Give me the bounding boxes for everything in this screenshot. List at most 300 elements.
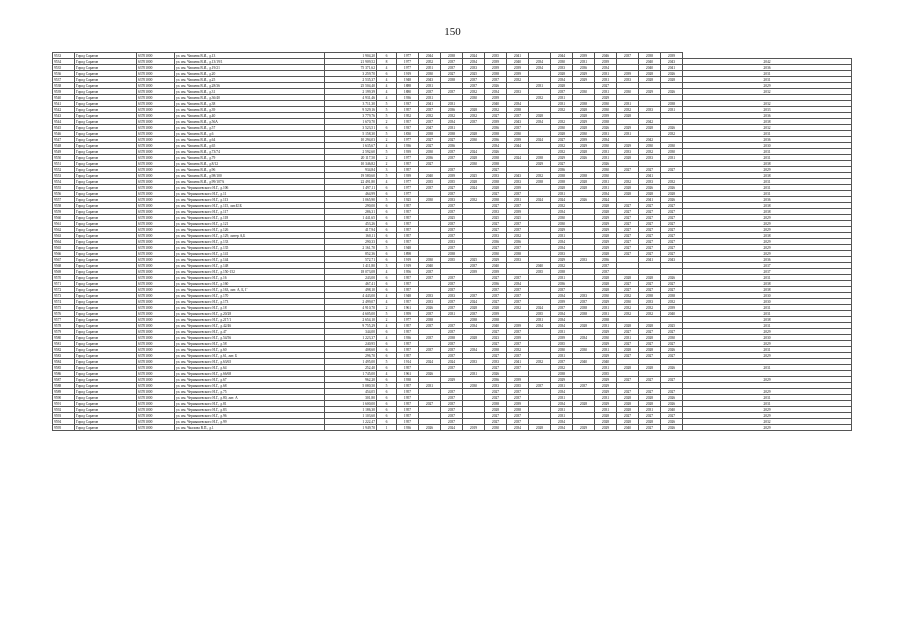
table-cell: 2028 xyxy=(573,401,595,407)
table-cell: 2037 xyxy=(441,155,463,161)
table-cell: 2027 xyxy=(617,245,639,251)
table-cell: 2029 xyxy=(595,227,617,233)
table-cell: 1948 xyxy=(397,293,419,299)
table-cell: 2027 xyxy=(639,281,661,287)
table-cell: ул. им. Чернышевского Н.Г., д.64 xyxy=(175,365,325,371)
table-cell: 2037 xyxy=(507,413,529,419)
table-cell: 2037 xyxy=(573,299,595,305)
table-cell: 2037 xyxy=(441,353,463,359)
table-cell: 2034 xyxy=(551,401,573,407)
table-cell: 9577 xyxy=(53,317,75,323)
table-cell: 2027 xyxy=(617,167,639,173)
table-cell: 63701000 xyxy=(137,119,175,125)
table-cell: ул. им. Чапаева В.И., д.36/40 xyxy=(175,95,325,101)
table-cell: 2029 xyxy=(683,425,852,431)
table-cell: 9571 xyxy=(53,281,75,287)
table-cell: 1957 xyxy=(397,215,419,221)
table-cell: 2037 xyxy=(419,347,441,353)
table-cell: 2027 xyxy=(419,401,441,407)
table-cell: 2025 xyxy=(441,215,463,221)
table-cell: 2047 xyxy=(419,125,441,131)
table-cell: 2026 xyxy=(661,185,683,191)
table-cell: 2037 xyxy=(485,287,507,293)
table-cell: 2027 xyxy=(595,83,617,89)
table-cell: 290,33 xyxy=(325,239,377,245)
table-cell: 2034 xyxy=(551,323,573,329)
table-cell: 2038 xyxy=(419,131,441,137)
table-cell: 6 xyxy=(377,347,397,353)
table-cell: ул. им. Чернышевского Н.Г., д.60 xyxy=(175,347,325,353)
table-cell: 20 117,50 xyxy=(325,155,377,161)
table-cell: 2029 xyxy=(595,215,617,221)
table-cell: 2025 xyxy=(485,215,507,221)
table-cell: 1957 xyxy=(397,209,419,215)
table-cell: 2032 xyxy=(529,95,551,101)
table-cell: 1914 xyxy=(397,359,419,365)
table-cell: 2034 xyxy=(551,239,573,245)
table-cell: Город Саратов xyxy=(75,293,137,299)
table-cell: 2035 xyxy=(419,179,441,185)
table-cell: 63701000 xyxy=(137,323,175,329)
table-cell: ул. им. Чернышевского Н.Г., д.16 xyxy=(175,275,325,281)
table-cell: 2031 xyxy=(595,365,617,371)
table-cell: 9545 xyxy=(53,125,75,131)
table-cell: 2028 xyxy=(661,191,683,197)
table-cell: 2038 xyxy=(573,173,595,179)
table-cell: 2028 xyxy=(617,407,639,413)
table-cell: 63701000 xyxy=(137,413,175,419)
table-cell: 2034 xyxy=(595,65,617,71)
table-cell: 4 xyxy=(377,179,397,185)
table-cell: 2036 xyxy=(573,65,595,71)
table-cell: 2028 xyxy=(551,83,573,89)
table-cell: 2028 xyxy=(617,401,639,407)
table-cell: 2026 xyxy=(661,365,683,371)
table-cell: 2034 xyxy=(551,389,573,395)
table-cell: 2041 xyxy=(661,65,683,71)
table-cell: Город Саратов xyxy=(75,377,137,383)
table-cell: 2031 xyxy=(595,311,617,317)
table-cell: 2037 xyxy=(419,275,441,281)
table-cell: 2026 xyxy=(573,155,595,161)
table-cell: 2037 xyxy=(441,221,463,227)
table-cell: Город Саратов xyxy=(75,191,137,197)
table-cell: 1 222,47 xyxy=(325,419,377,425)
table-cell: 22 491,80 xyxy=(325,179,377,185)
table-cell: 1957 xyxy=(397,119,419,125)
table-cell: 5 xyxy=(377,359,397,365)
table-cell: 4 xyxy=(377,269,397,275)
table-cell: 2026 xyxy=(661,401,683,407)
table-cell: 2027 xyxy=(485,329,507,335)
table-cell: 6 xyxy=(377,281,397,287)
table-cell: 2037 xyxy=(507,419,529,425)
table-cell: 2027 xyxy=(661,245,683,251)
table-cell: Город Саратов xyxy=(75,341,137,347)
table-cell: ул. им. Чернышевского Н.Г., д.54/56 xyxy=(175,335,325,341)
table-cell: 9568 xyxy=(53,263,75,269)
table-cell: 2039 xyxy=(507,137,529,143)
table-cell: 2041 xyxy=(507,53,529,59)
table-cell: ул. им. Чернышевского Н.Г., д.42/46 xyxy=(175,323,325,329)
table-cell: 1957 xyxy=(397,227,419,233)
table-cell: 2031 xyxy=(683,149,852,155)
table-cell: 2032 xyxy=(463,89,485,95)
table-cell: 2034 xyxy=(529,59,551,65)
table-cell: 2027 xyxy=(485,221,507,227)
table-cell: 63701000 xyxy=(137,275,175,281)
table-cell: Город Саратов xyxy=(75,425,137,431)
table-cell: 5 080,50 xyxy=(325,383,377,389)
table-cell: 6 xyxy=(377,53,397,59)
table-cell: 2036 xyxy=(485,239,507,245)
table-cell: 2034 xyxy=(485,143,507,149)
table-cell: 63701000 xyxy=(137,407,175,413)
table-cell: 1977 xyxy=(397,317,419,323)
table-cell: 2039 xyxy=(485,311,507,317)
table-cell: 2030 xyxy=(419,149,441,155)
table-cell: 6 xyxy=(377,71,397,77)
table-cell: Город Саратов xyxy=(75,245,137,251)
table-cell: 9572 xyxy=(53,287,75,293)
table-cell: 2030 xyxy=(595,293,617,299)
table-cell: 2032 xyxy=(617,179,639,185)
table-cell: ул. им. Чернышевского Н.Г., д.160 xyxy=(175,281,325,287)
table-cell: 2028 xyxy=(529,113,551,119)
table-cell: 2037 xyxy=(441,395,463,401)
table-cell: 4 910,70 xyxy=(325,305,377,311)
table-cell: 2027 xyxy=(661,167,683,173)
table-cell: 1 497,11 xyxy=(325,185,377,191)
table-cell: 2042 xyxy=(639,137,661,143)
table-cell: 2031 xyxy=(683,323,852,329)
table-cell: 2039 xyxy=(595,113,617,119)
table-cell: 2037 xyxy=(507,395,529,401)
table-cell: 2027 xyxy=(661,227,683,233)
table-cell: 2034 xyxy=(551,209,573,215)
table-cell: 2034 xyxy=(485,89,507,95)
table-cell: 2027 xyxy=(639,167,661,173)
table-cell: 63701000 xyxy=(137,83,175,89)
table-cell: 2027 xyxy=(485,275,507,281)
table-cell: 2029 xyxy=(595,239,617,245)
table-cell: 2031 xyxy=(463,371,485,377)
table-cell: 1957 xyxy=(397,221,419,227)
table-cell: 2029 xyxy=(573,77,595,83)
table-cell: 2036 xyxy=(595,257,617,263)
table-cell: 2031 xyxy=(683,71,852,77)
table-cell: Город Саратов xyxy=(75,419,137,425)
table-cell: 2030 xyxy=(419,71,441,77)
table-cell: 2031 xyxy=(595,305,617,311)
table-cell: Город Саратов xyxy=(75,287,137,293)
table-cell: 2033 xyxy=(441,239,463,245)
table-cell: Город Саратов xyxy=(75,95,137,101)
table-cell: Город Саратов xyxy=(75,221,137,227)
table-cell: 6 xyxy=(377,227,397,233)
table-cell: 2038 xyxy=(485,197,507,203)
table-cell: 2029 xyxy=(573,119,595,125)
table-cell: 2028 xyxy=(573,113,595,119)
table-cell: 2027 xyxy=(661,377,683,383)
table-cell: 1938 xyxy=(397,377,419,383)
table-cell: 2031 xyxy=(595,395,617,401)
table-cell: 2037 xyxy=(507,353,529,359)
table-cell: ул. им. Чапаева В.И., д.28/36 xyxy=(175,83,325,89)
table-cell: 2031 xyxy=(683,395,852,401)
table-cell: 6 xyxy=(377,203,397,209)
table-cell: 63701000 xyxy=(137,209,175,215)
table-cell: 2026 xyxy=(573,197,595,203)
table-cell: 9588 xyxy=(53,383,75,389)
table-cell: 2030 xyxy=(419,197,441,203)
table-cell: 5 xyxy=(377,131,397,137)
table-cell: 2023 xyxy=(485,335,507,341)
table-cell: 63701000 xyxy=(137,191,175,197)
table-cell: 2 199,39 xyxy=(325,89,377,95)
table-cell: 2029 xyxy=(595,383,617,389)
table-cell: 9549 xyxy=(53,149,75,155)
table-cell: 1961 xyxy=(397,371,419,377)
table-cell: 2041 xyxy=(507,359,529,365)
table-cell: 2027 xyxy=(639,341,661,347)
table-cell: ул. им. Чернышевского Н.Г., д.18 xyxy=(175,305,325,311)
table-cell: 1936 xyxy=(397,425,419,431)
table-cell: 2031 xyxy=(551,413,573,419)
table-cell: 2037 xyxy=(441,191,463,197)
table-cell: 63701000 xyxy=(137,89,175,95)
table-cell: 1898 xyxy=(397,251,419,257)
table-cell: 2026 xyxy=(661,419,683,425)
table-cell: 2027 xyxy=(485,395,507,401)
table-cell: 2039 xyxy=(507,65,529,71)
table-cell: Город Саратов xyxy=(75,149,137,155)
table-cell: 2038 xyxy=(441,77,463,83)
table-cell: 2029 xyxy=(573,143,595,149)
table-cell: 63701000 xyxy=(137,221,175,227)
table-cell: 2027 xyxy=(639,215,661,221)
table-cell: 2037 xyxy=(441,281,463,287)
table-cell: 2025 xyxy=(463,71,485,77)
table-cell: 1957 xyxy=(397,413,419,419)
table-cell: 2027 xyxy=(617,413,639,419)
table-cell: Город Саратов xyxy=(75,203,137,209)
table-cell: 1 411,80 xyxy=(325,263,377,269)
table-cell: 2037 xyxy=(441,341,463,347)
table-cell: 63701000 xyxy=(137,377,175,383)
table-cell: 2040 xyxy=(661,311,683,317)
table-cell: 1977 xyxy=(397,59,419,65)
table-cell: 2033 xyxy=(419,293,441,299)
table-cell: 2028 xyxy=(617,191,639,197)
table-cell: 2029 xyxy=(683,377,852,383)
table-cell: 2027 xyxy=(661,203,683,209)
table-cell: 1977 xyxy=(397,137,419,143)
table-cell: 290,00 xyxy=(325,203,377,209)
table-cell: 5 xyxy=(377,101,397,107)
table-cell: 4 xyxy=(377,323,397,329)
table-cell: 63701000 xyxy=(137,143,175,149)
table-cell: 2038 xyxy=(573,311,595,317)
table-cell: 2 654,10 xyxy=(325,317,377,323)
table-cell: 2026 xyxy=(661,275,683,281)
table-cell: Город Саратов xyxy=(75,347,137,353)
table-cell: 2038 xyxy=(529,179,551,185)
table-cell: 2038 xyxy=(595,119,617,125)
table-cell: ул. им. Чапаева В.И., д.13/19/1 xyxy=(175,59,325,65)
table-cell: 2025 xyxy=(463,173,485,179)
table-cell: 2032 xyxy=(507,77,529,83)
table-cell: 9540 xyxy=(53,95,75,101)
table-cell: 2032 xyxy=(441,113,463,119)
table-cell: 2027 xyxy=(419,161,441,167)
table-cell: 2031 xyxy=(595,131,617,137)
table-cell: 3 xyxy=(377,167,397,173)
table-cell: 1957 xyxy=(397,389,419,395)
table-cell: 2039 xyxy=(507,335,529,341)
table-cell: 852,36 xyxy=(325,251,377,257)
table-cell: ул. им. Чапаева В.И., д.40 xyxy=(175,113,325,119)
table-cell: 2037 xyxy=(441,407,463,413)
table-cell: 454,05 xyxy=(325,389,377,395)
table-cell: 2032 xyxy=(507,347,529,353)
table-cell: 2037 xyxy=(507,389,529,395)
table-cell: 4 931,46 xyxy=(325,95,377,101)
table-cell: 1957 xyxy=(397,341,419,347)
table-cell: 2030 xyxy=(419,257,441,263)
table-cell: 2032 xyxy=(617,311,639,317)
table-cell: 1977 xyxy=(397,191,419,197)
table-cell: 4 xyxy=(377,371,397,377)
table-cell: 2037 xyxy=(441,149,463,155)
table-cell: 2027 xyxy=(485,419,507,425)
table-cell: 63701000 xyxy=(137,251,175,257)
table-cell: 5 xyxy=(377,113,397,119)
table-cell: 2037 xyxy=(507,287,529,293)
table-cell: 2034 xyxy=(551,419,573,425)
table-cell: 2024 xyxy=(595,197,617,203)
table-cell: 344,00 xyxy=(325,329,377,335)
table-cell: 2038 xyxy=(551,371,573,377)
table-cell: 2034 xyxy=(463,323,485,329)
table-cell: 2039 xyxy=(507,185,529,191)
table-cell: 2028 xyxy=(595,203,617,209)
table-cell: ул. им. Чернышевского Н.Г., д.121 xyxy=(175,221,325,227)
table-cell: 1977 xyxy=(397,155,419,161)
table-cell: Город Саратов xyxy=(75,233,137,239)
table-cell: 160,11 xyxy=(325,233,377,239)
table-cell: 2038 xyxy=(441,131,463,137)
table-cell: 2029 xyxy=(683,407,852,413)
table-cell: 3 711,30 xyxy=(325,101,377,107)
table-cell: 2039 xyxy=(573,53,595,59)
table-cell: 2031 xyxy=(441,311,463,317)
table-cell: 2039 xyxy=(507,377,529,383)
table-cell: 6 xyxy=(377,239,397,245)
table-cell: 2031 xyxy=(661,155,683,161)
table-cell: 2027 xyxy=(617,341,639,347)
table-cell: 4 xyxy=(377,65,397,71)
table-cell: 2038 xyxy=(639,53,661,59)
table-cell: 2031 xyxy=(551,191,573,197)
table-cell: 63701000 xyxy=(137,215,175,221)
table-cell: Город Саратов xyxy=(75,131,137,137)
table-cell: 2038 xyxy=(463,317,485,323)
table-cell: 1 186,30 xyxy=(325,407,377,413)
table-cell: 2037 xyxy=(441,419,463,425)
table-cell: 63701000 xyxy=(137,419,175,425)
table-cell: 2028 xyxy=(617,323,639,329)
table-cell: 2038 xyxy=(573,305,595,311)
table-cell: 2 xyxy=(377,155,397,161)
table-cell: 2026 xyxy=(419,371,441,377)
table-cell: 2036 xyxy=(551,167,573,173)
table-cell: 2033 xyxy=(551,251,573,257)
table-cell: 2029 xyxy=(573,71,595,77)
table-cell: ул. им. Чернышевского Н.Г., д.129, литер А,Б xyxy=(175,233,325,239)
table-cell: 2038 xyxy=(639,293,661,299)
table-cell: 2028 xyxy=(617,419,639,425)
table-cell: 2039 xyxy=(551,299,573,305)
table-cell: 63701000 xyxy=(137,245,175,251)
table-cell: 2038 xyxy=(485,131,507,137)
table-cell: 2027 xyxy=(661,209,683,215)
table-cell: 3 523,51 xyxy=(325,125,377,131)
table-cell: 63701000 xyxy=(137,71,175,77)
table-cell: 2030 xyxy=(551,215,573,221)
table-cell: 2030 xyxy=(573,131,595,137)
table-cell: 2037 xyxy=(507,221,529,227)
table-cell: Город Саратов xyxy=(75,413,137,419)
table-cell: 2027 xyxy=(639,245,661,251)
table-cell: ул. им. Чернышевского Н.Г., д.66/68 xyxy=(175,371,325,377)
table-cell: 2039 xyxy=(485,119,507,125)
table-cell: Город Саратов xyxy=(75,329,137,335)
table-cell: 1 904,20 xyxy=(325,53,377,59)
table-cell: 2029 xyxy=(683,227,852,233)
table-cell: 1957 xyxy=(397,353,419,359)
table-cell: Город Саратов xyxy=(75,353,137,359)
table-cell: 2030 xyxy=(595,167,617,173)
table-cell: 9534 xyxy=(53,59,75,65)
table-cell: 2031 xyxy=(441,125,463,131)
table-cell: ул. им. Чернышевского Н.Г., д.75 xyxy=(175,389,325,395)
table-cell: 2032 xyxy=(551,143,573,149)
table-cell: 2037 xyxy=(441,59,463,65)
table-cell: 2031 xyxy=(573,59,595,65)
table-cell: Город Саратов xyxy=(75,155,137,161)
table-cell: 2019 xyxy=(463,425,485,431)
table-cell: 2029 xyxy=(485,257,507,263)
table-cell: 2030 xyxy=(573,347,595,353)
table-cell: 1977 xyxy=(397,53,419,59)
table-cell: 2034 xyxy=(551,293,573,299)
table-cell: 2027 xyxy=(485,245,507,251)
table-cell: 5 xyxy=(377,197,397,203)
table-cell: 63701000 xyxy=(137,197,175,203)
table-cell: 2031 xyxy=(595,347,617,353)
table-cell: ул. им. Чернышевского Н.Г., д.81 xyxy=(175,401,325,407)
table-cell: 2029 xyxy=(683,215,852,221)
table-cell: 2038 xyxy=(529,155,551,161)
table-cell: 2038 xyxy=(441,251,463,257)
table-cell: ул. им. Чапаева В.И., д.79 xyxy=(175,155,325,161)
table-cell: 1957 xyxy=(397,383,419,389)
table-cell: 9594 xyxy=(53,419,75,425)
table-cell: 2033 xyxy=(573,293,595,299)
table-cell: 2036 xyxy=(683,113,852,119)
table-cell: ул. им. Чапаева В.И., д.19/21 xyxy=(175,65,325,71)
